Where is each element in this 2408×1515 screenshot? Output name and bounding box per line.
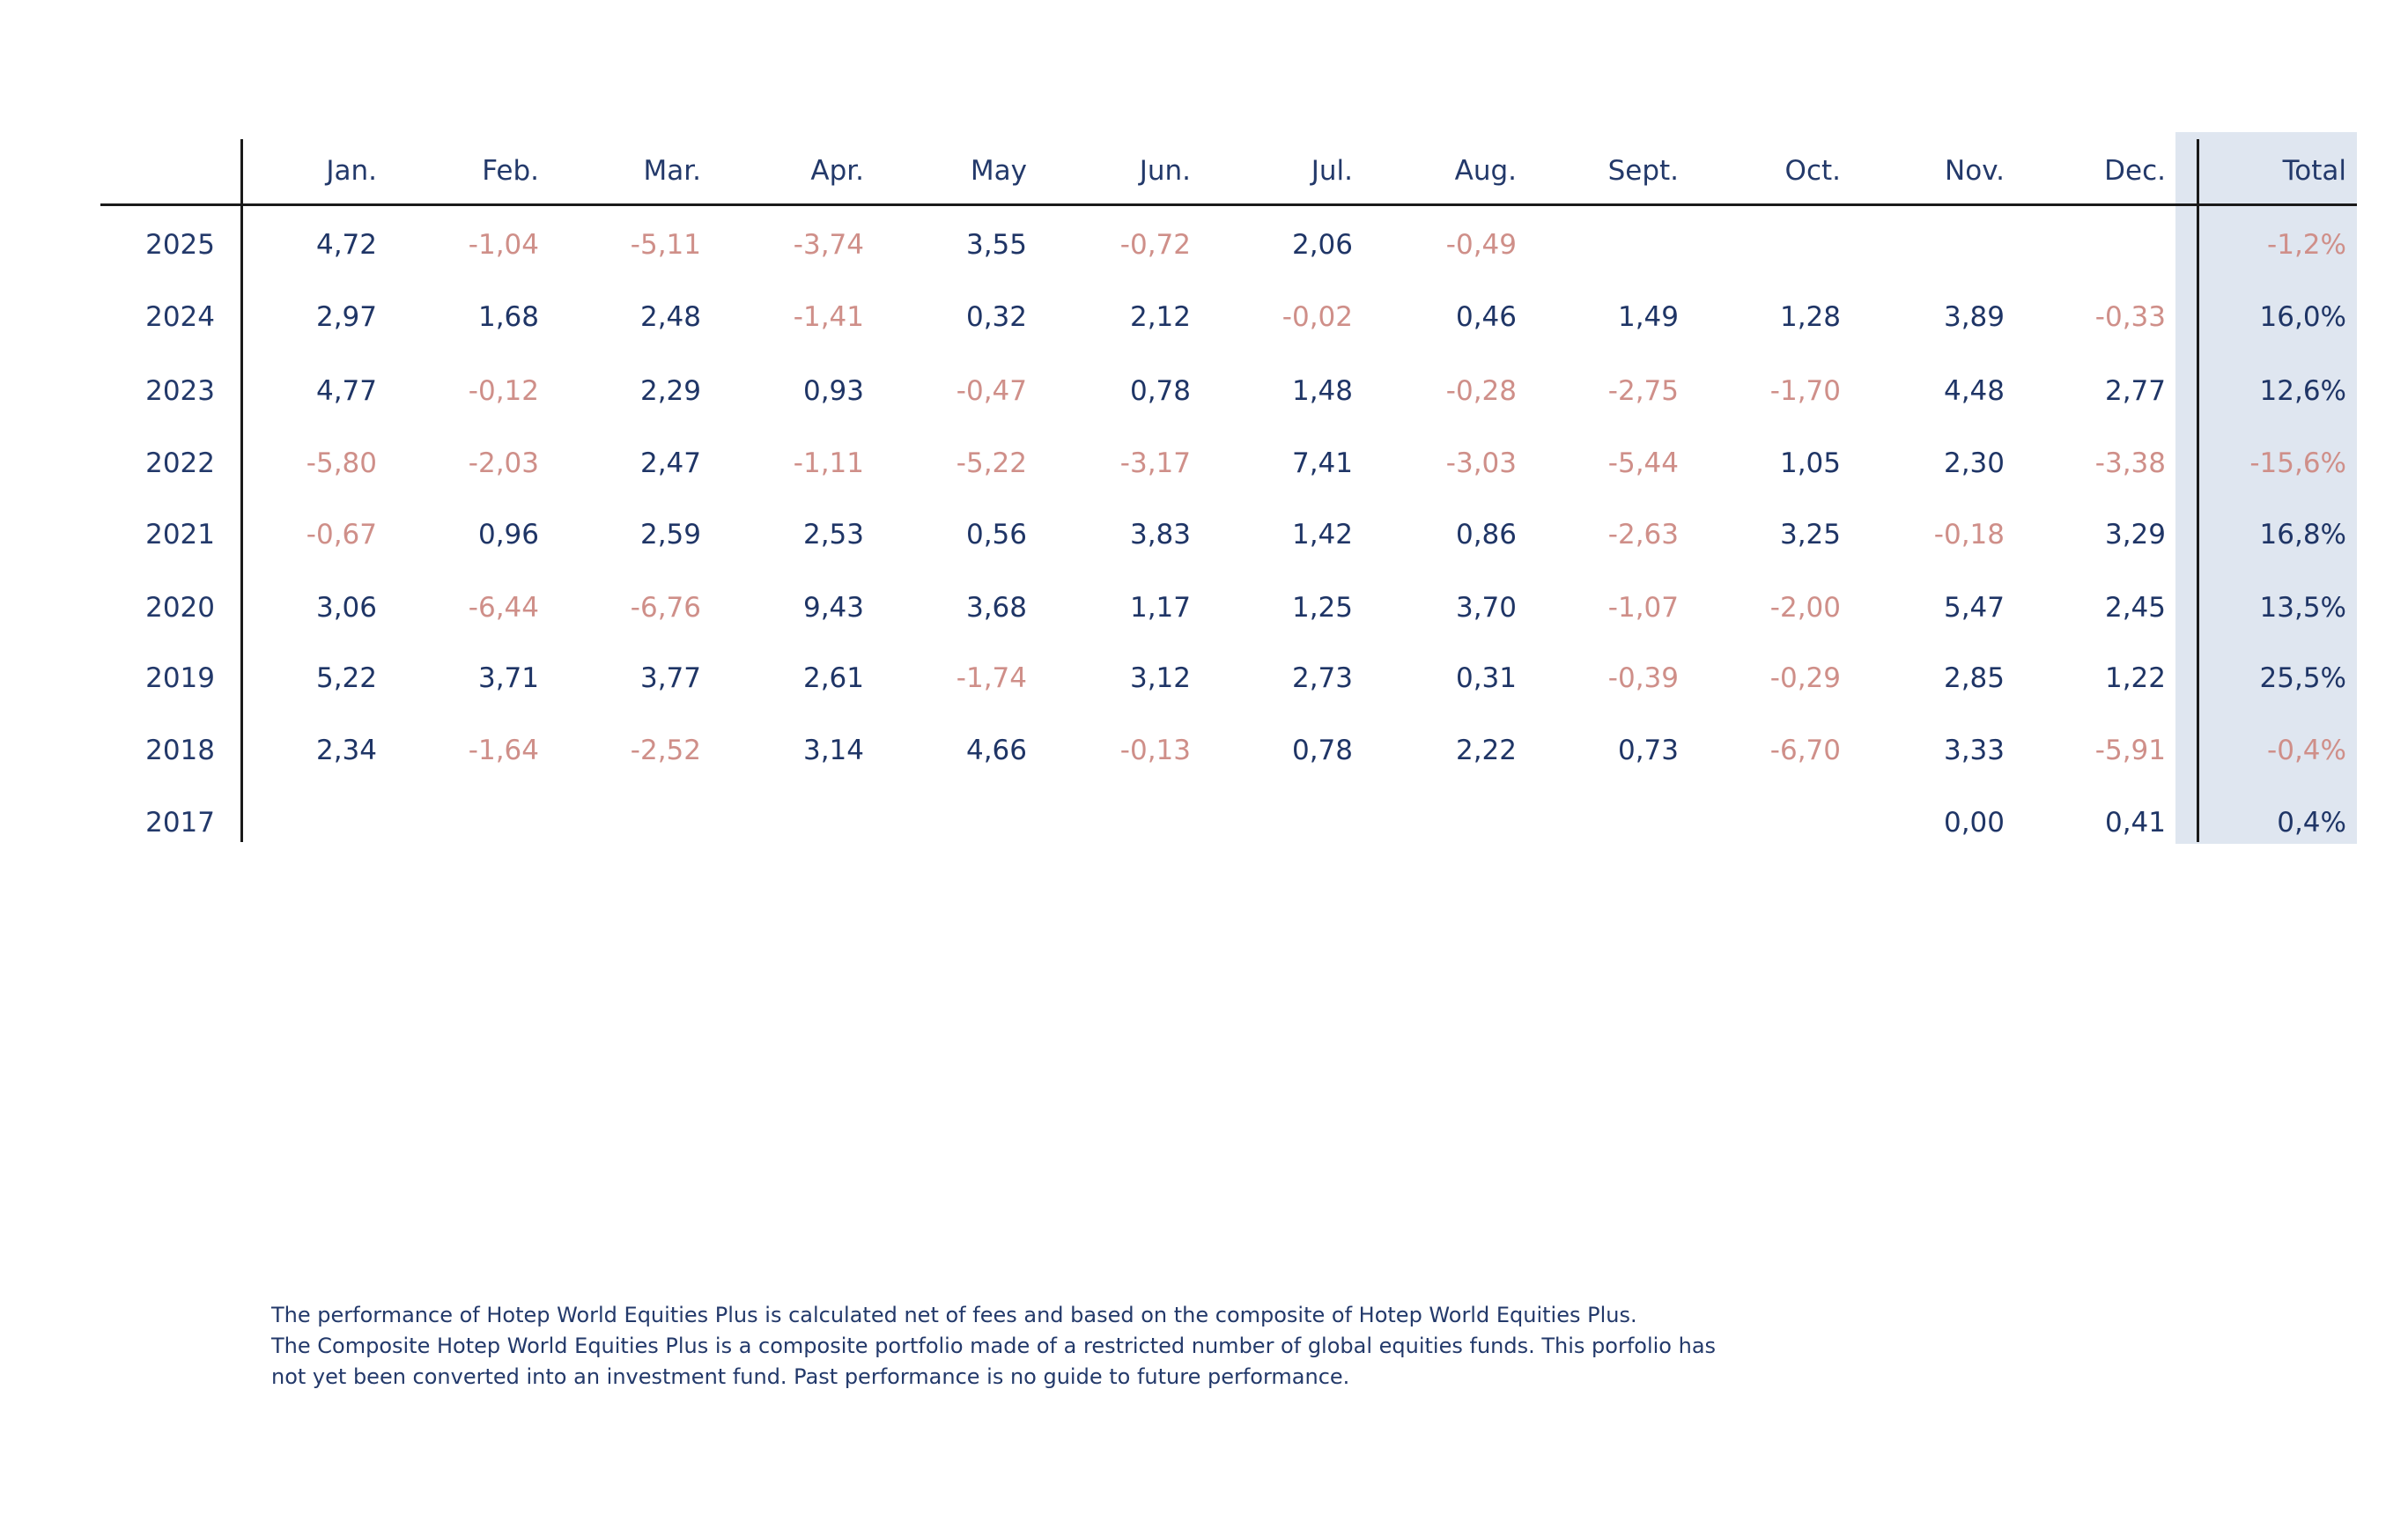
year-label: 2018	[145, 735, 215, 766]
month-header: Oct.	[1784, 155, 1841, 187]
month-header: Aug.	[1454, 155, 1517, 187]
monthly-return-cell: -0,33	[2094, 301, 2166, 333]
monthly-return-cell: -5,91	[2094, 735, 2166, 766]
monthly-return-cell: 4,48	[1943, 375, 2005, 407]
monthly-return-cell: 3,14	[802, 735, 864, 766]
monthly-return-cell: 0,78	[1291, 735, 1353, 766]
monthly-return-cell: -2,75	[1607, 375, 1679, 407]
monthly-return-cell: 0,00	[1943, 807, 2005, 839]
month-header: Dec.	[2104, 155, 2166, 187]
monthly-return-cell: -1,74	[956, 662, 1027, 694]
year-label: 2024	[145, 301, 215, 333]
monthly-return-cell: 2,30	[1943, 447, 2005, 479]
year-label: 2021	[145, 519, 215, 551]
monthly-return-cell: -1,07	[1607, 592, 1679, 624]
year-label: 2019	[145, 662, 215, 694]
monthly-return-cell: -1,04	[468, 229, 539, 261]
footnote-line: The performance of Hotep World Equities Plus is calculated net of fees and based on the composite of Hotep World Equities Plus.	[271, 1303, 1637, 1327]
month-header: Jun.	[1139, 155, 1191, 187]
annual-total-cell: 12,6%	[2259, 375, 2346, 407]
monthly-return-cell: 3,29	[2104, 519, 2166, 551]
annual-total-cell: -1,2%	[2267, 229, 2346, 261]
monthly-return-cell: -0,13	[1119, 735, 1191, 766]
monthly-return-cell: 2,06	[1291, 229, 1353, 261]
monthly-return-cell: -3,03	[1445, 447, 1517, 479]
monthly-return-cell: 5,47	[1943, 592, 2005, 624]
monthly-return-cell: -5,11	[630, 229, 701, 261]
monthly-return-cell: 4,72	[315, 229, 377, 261]
month-header: Jul.	[1311, 155, 1353, 187]
monthly-return-cell: 4,66	[965, 735, 1027, 766]
month-header: Mar.	[643, 155, 701, 187]
monthly-return-cell: 0,32	[965, 301, 1027, 333]
year-label: 2017	[145, 807, 215, 839]
monthly-return-cell: -5,80	[306, 447, 377, 479]
annual-total-cell: 16,0%	[2259, 301, 2346, 333]
monthly-return-cell: 2,97	[315, 301, 377, 333]
monthly-return-cell: 2,48	[639, 301, 701, 333]
monthly-return-cell: -0,39	[1607, 662, 1679, 694]
monthly-return-cell: 2,47	[639, 447, 701, 479]
monthly-return-cell: -2,63	[1607, 519, 1679, 551]
monthly-return-cell: -0,18	[1933, 519, 2005, 551]
monthly-return-cell: 3,68	[965, 592, 1027, 624]
monthly-return-cell: -0,49	[1445, 229, 1517, 261]
monthly-return-cell: 3,33	[1943, 735, 2005, 766]
monthly-return-cell: 3,12	[1129, 662, 1191, 694]
monthly-return-cell: 2,59	[639, 519, 701, 551]
monthly-return-cell: 2,45	[2104, 592, 2166, 624]
monthly-return-cell: 5,22	[315, 662, 377, 694]
monthly-return-cell: 3,71	[477, 662, 539, 694]
monthly-return-cell: 7,41	[1291, 447, 1353, 479]
monthly-return-cell: 1,49	[1617, 301, 1679, 333]
monthly-return-cell: 0,93	[802, 375, 864, 407]
monthly-return-cell: 1,05	[1779, 447, 1841, 479]
monthly-return-cell: 2,34	[315, 735, 377, 766]
monthly-return-cell: 2,12	[1129, 301, 1191, 333]
monthly-return-cell: 0,46	[1455, 301, 1517, 333]
monthly-return-cell: 0,41	[2104, 807, 2166, 839]
monthly-return-cell: 9,43	[802, 592, 864, 624]
monthly-return-cell: -0,28	[1445, 375, 1517, 407]
total-header: Total	[2282, 155, 2346, 187]
month-header: May	[970, 155, 1027, 187]
monthly-return-cell: -2,52	[630, 735, 701, 766]
monthly-return-cell: -1,64	[468, 735, 539, 766]
monthly-return-cell: -0,29	[1769, 662, 1841, 694]
month-header: Sept.	[1607, 155, 1679, 187]
monthly-return-cell: 1,28	[1779, 301, 1841, 333]
monthly-return-cell: -0,67	[306, 519, 377, 551]
monthly-return-cell: 1,22	[2104, 662, 2166, 694]
monthly-return-cell: 2,85	[1943, 662, 2005, 694]
monthly-return-cell: 2,73	[1291, 662, 1353, 694]
monthly-return-cell: -0,12	[468, 375, 539, 407]
monthly-return-cell: -0,72	[1119, 229, 1191, 261]
footnote-line: not yet been converted into an investment fund. Past performance is no guide to future performance.	[271, 1364, 1350, 1389]
monthly-return-cell: -5,22	[956, 447, 1027, 479]
monthly-return-cell: -6,44	[468, 592, 539, 624]
monthly-return-cell: 3,25	[1779, 519, 1841, 551]
monthly-return-cell: 3,89	[1943, 301, 2005, 333]
monthly-return-cell: -6,76	[630, 592, 701, 624]
monthly-return-cell: 2,77	[2104, 375, 2166, 407]
monthly-return-cell: 2,29	[639, 375, 701, 407]
header-rule	[100, 203, 2357, 206]
monthly-return-cell: -5,44	[1607, 447, 1679, 479]
monthly-return-cell: 0,96	[477, 519, 539, 551]
monthly-return-cell: 0,86	[1455, 519, 1517, 551]
footnote	[271, 1300, 1769, 1393]
annual-total-cell: 25,5%	[2259, 662, 2346, 694]
year-label: 2022	[145, 447, 215, 479]
year-label: 2020	[145, 592, 215, 624]
monthly-return-cell: -6,70	[1769, 735, 1841, 766]
monthly-return-cell: -1,70	[1769, 375, 1841, 407]
monthly-return-cell: 2,61	[802, 662, 864, 694]
monthly-return-cell: -2,03	[468, 447, 539, 479]
annual-total-cell: 16,8%	[2259, 519, 2346, 551]
monthly-return-cell: -0,02	[1282, 301, 1353, 333]
footnote-line: The Composite Hotep World Equities Plus is a composite portfolio made of a restricted number of global equities funds. This porfolio has	[271, 1334, 1717, 1358]
monthly-return-cell: -3,74	[793, 229, 864, 261]
monthly-return-cell: 1,42	[1291, 519, 1353, 551]
month-header: Jan.	[326, 155, 377, 187]
monthly-return-cell: 2,22	[1455, 735, 1517, 766]
annual-total-cell: -15,6%	[2249, 447, 2346, 479]
monthly-return-cell: 1,25	[1291, 592, 1353, 624]
monthly-return-cell: 3,83	[1129, 519, 1191, 551]
monthly-return-cell: -3,17	[1119, 447, 1191, 479]
year-label: 2023	[145, 375, 215, 407]
annual-total-cell: 0,4%	[2277, 807, 2346, 839]
monthly-return-cell: 2,53	[802, 519, 864, 551]
monthly-return-cell: 0,56	[965, 519, 1027, 551]
monthly-return-cell: 3,70	[1455, 592, 1517, 624]
monthly-return-cell: 1,48	[1291, 375, 1353, 407]
monthly-return-cell: 4,77	[315, 375, 377, 407]
annual-total-cell: -0,4%	[2267, 735, 2346, 766]
monthly-return-cell: 1,17	[1129, 592, 1191, 624]
monthly-return-cell: 0,31	[1455, 662, 1517, 694]
monthly-return-cell: 3,55	[965, 229, 1027, 261]
year-label: 2025	[145, 229, 215, 261]
month-header: Feb.	[482, 155, 539, 187]
monthly-return-cell: 1,68	[477, 301, 539, 333]
monthly-return-cell: 0,78	[1129, 375, 1191, 407]
monthly-return-cell: -1,11	[793, 447, 864, 479]
monthly-return-cell: -2,00	[1769, 592, 1841, 624]
monthly-return-cell: -3,38	[2094, 447, 2166, 479]
monthly-return-cell: 3,77	[639, 662, 701, 694]
monthly-return-cell: -1,41	[793, 301, 864, 333]
month-header: Apr.	[810, 155, 864, 187]
monthly-return-cell: -0,47	[956, 375, 1027, 407]
annual-total-cell: 13,5%	[2259, 592, 2346, 624]
month-header: Nov.	[1945, 155, 2005, 187]
monthly-return-cell: 0,73	[1617, 735, 1679, 766]
monthly-return-cell: 3,06	[315, 592, 377, 624]
